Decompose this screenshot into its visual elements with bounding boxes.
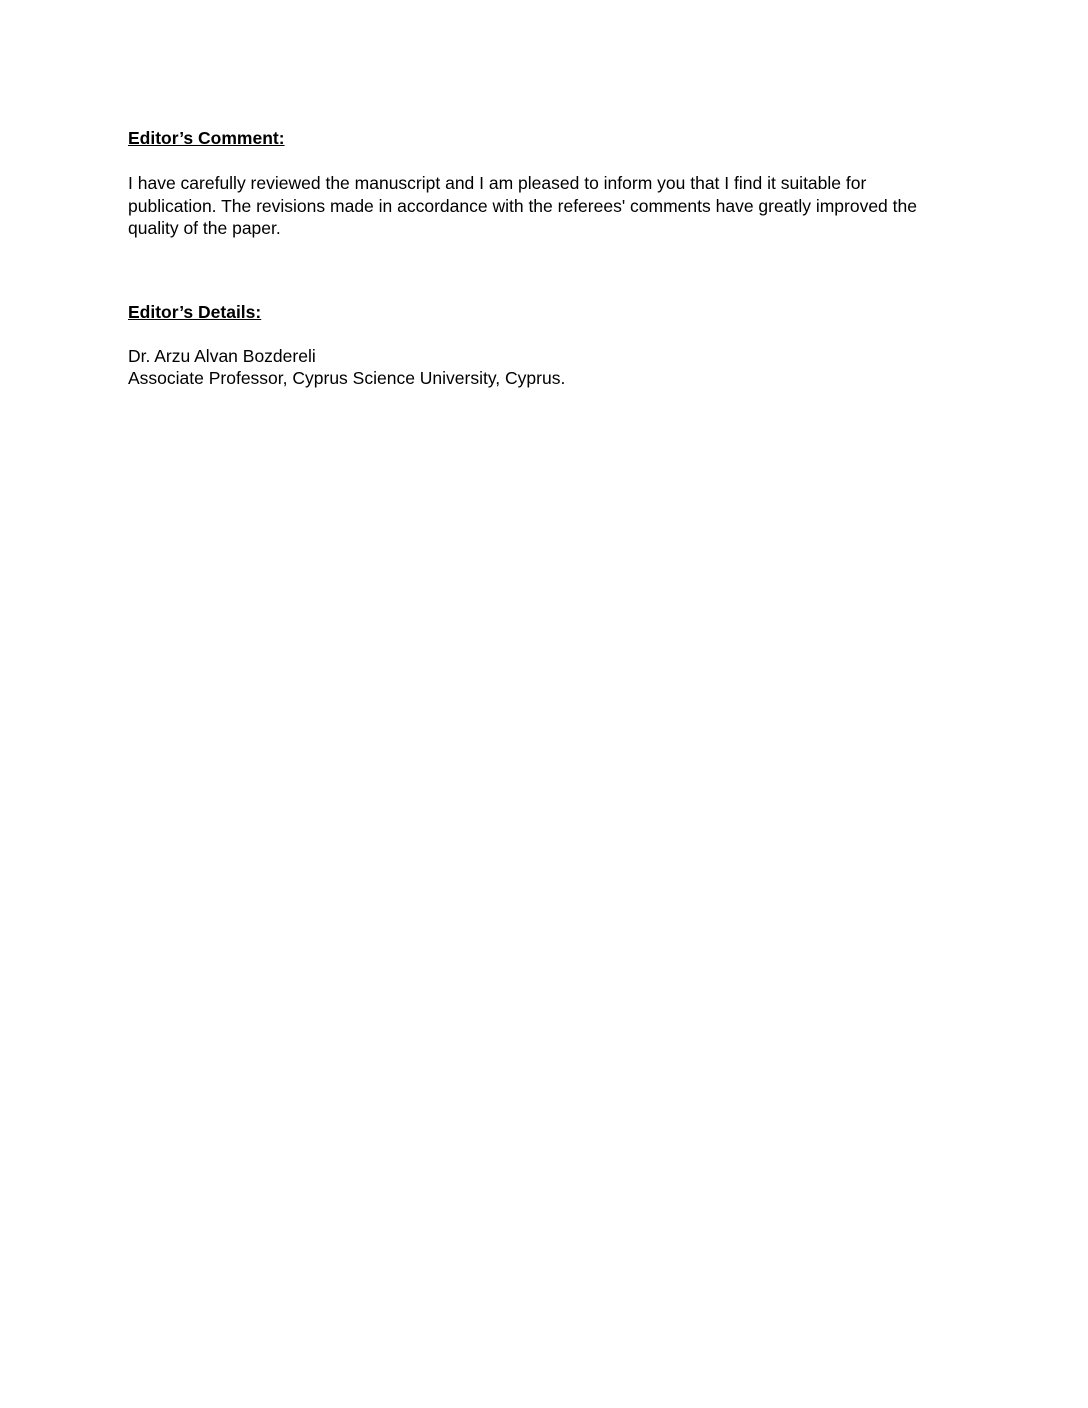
editor-comment-text: I have carefully reviewed the manuscript and I am pleased to inform you that I find it suitable for publication. The revisions made in accordance with the referees' comments have greatly improved the quality of the paper. [128,173,917,238]
editor-details-heading: Editor’s Details: [128,301,262,322]
editor-comment-heading: Editor’s Comment: [128,128,285,148]
editor-details-block [128,345,948,390]
editor-name: Dr. Arzu Alvan Bozdereli [128,345,316,366]
editor-affiliation: Associate Professor, Cyprus Science University, Cyprus. [128,368,566,388]
document-content [128,127,948,390]
